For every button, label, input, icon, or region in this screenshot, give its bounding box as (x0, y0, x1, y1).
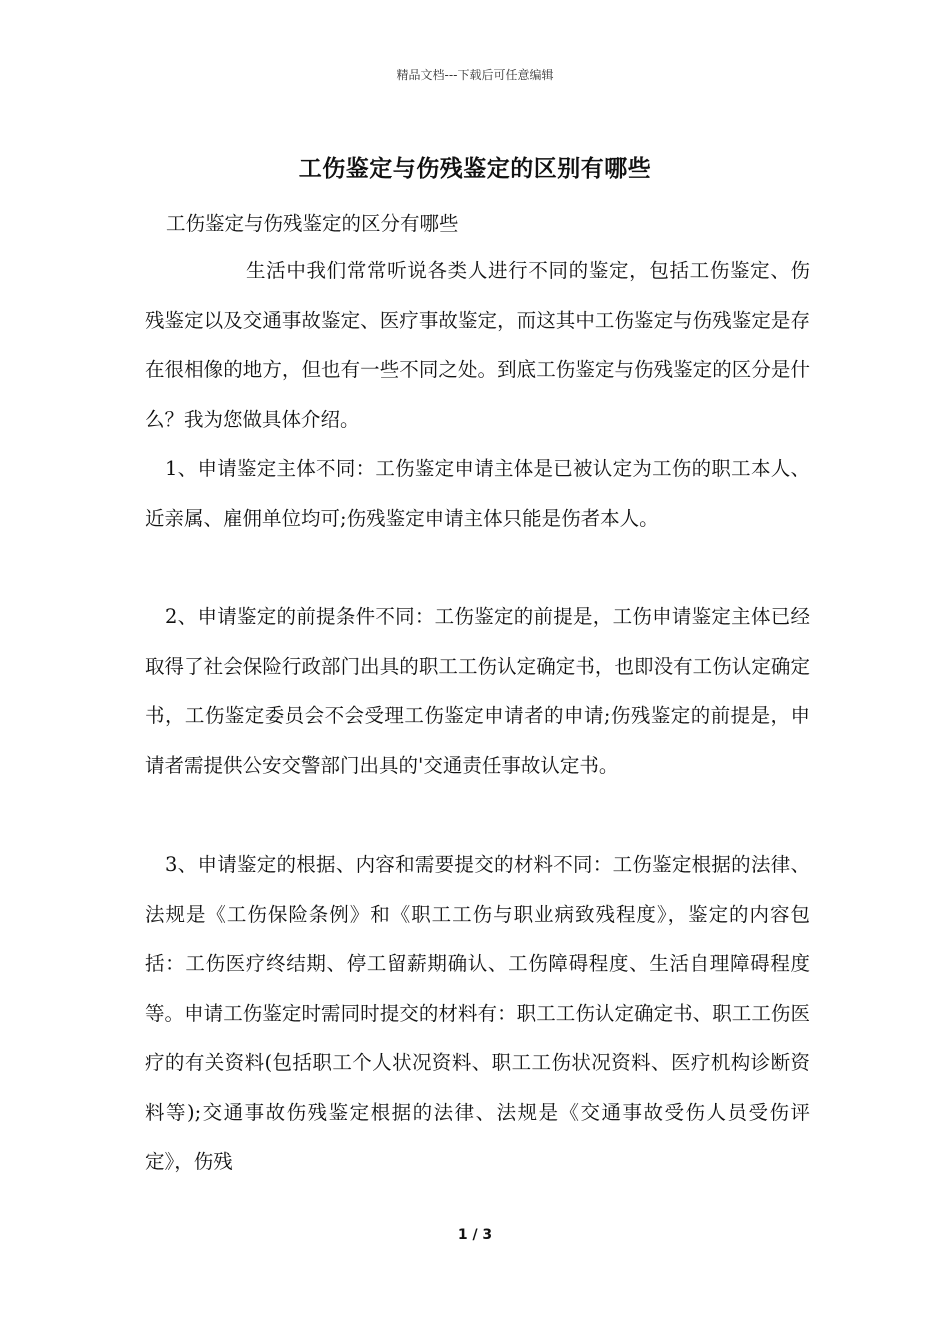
page-header-note: 精品文档---下载后可任意编辑 (396, 68, 554, 82)
page-number: 1 / 3 (457, 1227, 493, 1243)
paragraph-point-3: 3、申请鉴定的根据、内容和需要提交的材料不同：工伤鉴定根据的法律、法规是《工伤保险条例》和《职工工伤与职业病致残程度》，鉴定的内容包括：工伤医疗终结期、停工留薪期确认、工伤障碍程度、生活自理障碍程度等。申请工伤鉴定时需同时提交的材料有：职工工伤认定确定书、职工工伤医疗的有关资料(包括职工个人状况资料、职工工伤状况资料、医疗机构诊断资料等);交通事故伤残鉴定根据的法律、法规是《交通事故受伤人员受伤评定》，伤残 (145, 853, 810, 1173)
paragraph-intro: 生活中我们常常听说各类人进行不同的鉴定，包括工伤鉴定、伤残鉴定以及交通事故鉴定、医疗事故鉴定，而这其中工伤鉴定与伤残鉴定是存在很相像的地方，但也有一些不同之处。到底工伤鉴定与伤残鉴定的区分是什么？我为您做具体介绍。 (145, 259, 810, 431)
document-title: 工伤鉴定与伤残鉴定的区别有哪些 (298, 155, 652, 182)
paragraph-point-2: 2、申请鉴定的前提条件不同：工伤鉴定的前提是，工伤申请鉴定主体已经取得了社会保险行政部门出具的职工工伤认定确定书，也即没有工伤认定确定书，工伤鉴定委员会不会受理工伤鉴定申请者的申请;伤残鉴定的前提是，申请者需提供公安交警部门出具的'交通责任事故认定书。 (145, 605, 810, 777)
document-subtitle: 工伤鉴定与伤残鉴定的区分有哪些 (166, 212, 459, 235)
paragraph-point-1: 1、申请鉴定主体不同：工伤鉴定申请主体是已被认定为工伤的职工本人、近亲属、雇佣单位均可;伤残鉴定申请主体只能是伤者本人。 (145, 457, 810, 530)
